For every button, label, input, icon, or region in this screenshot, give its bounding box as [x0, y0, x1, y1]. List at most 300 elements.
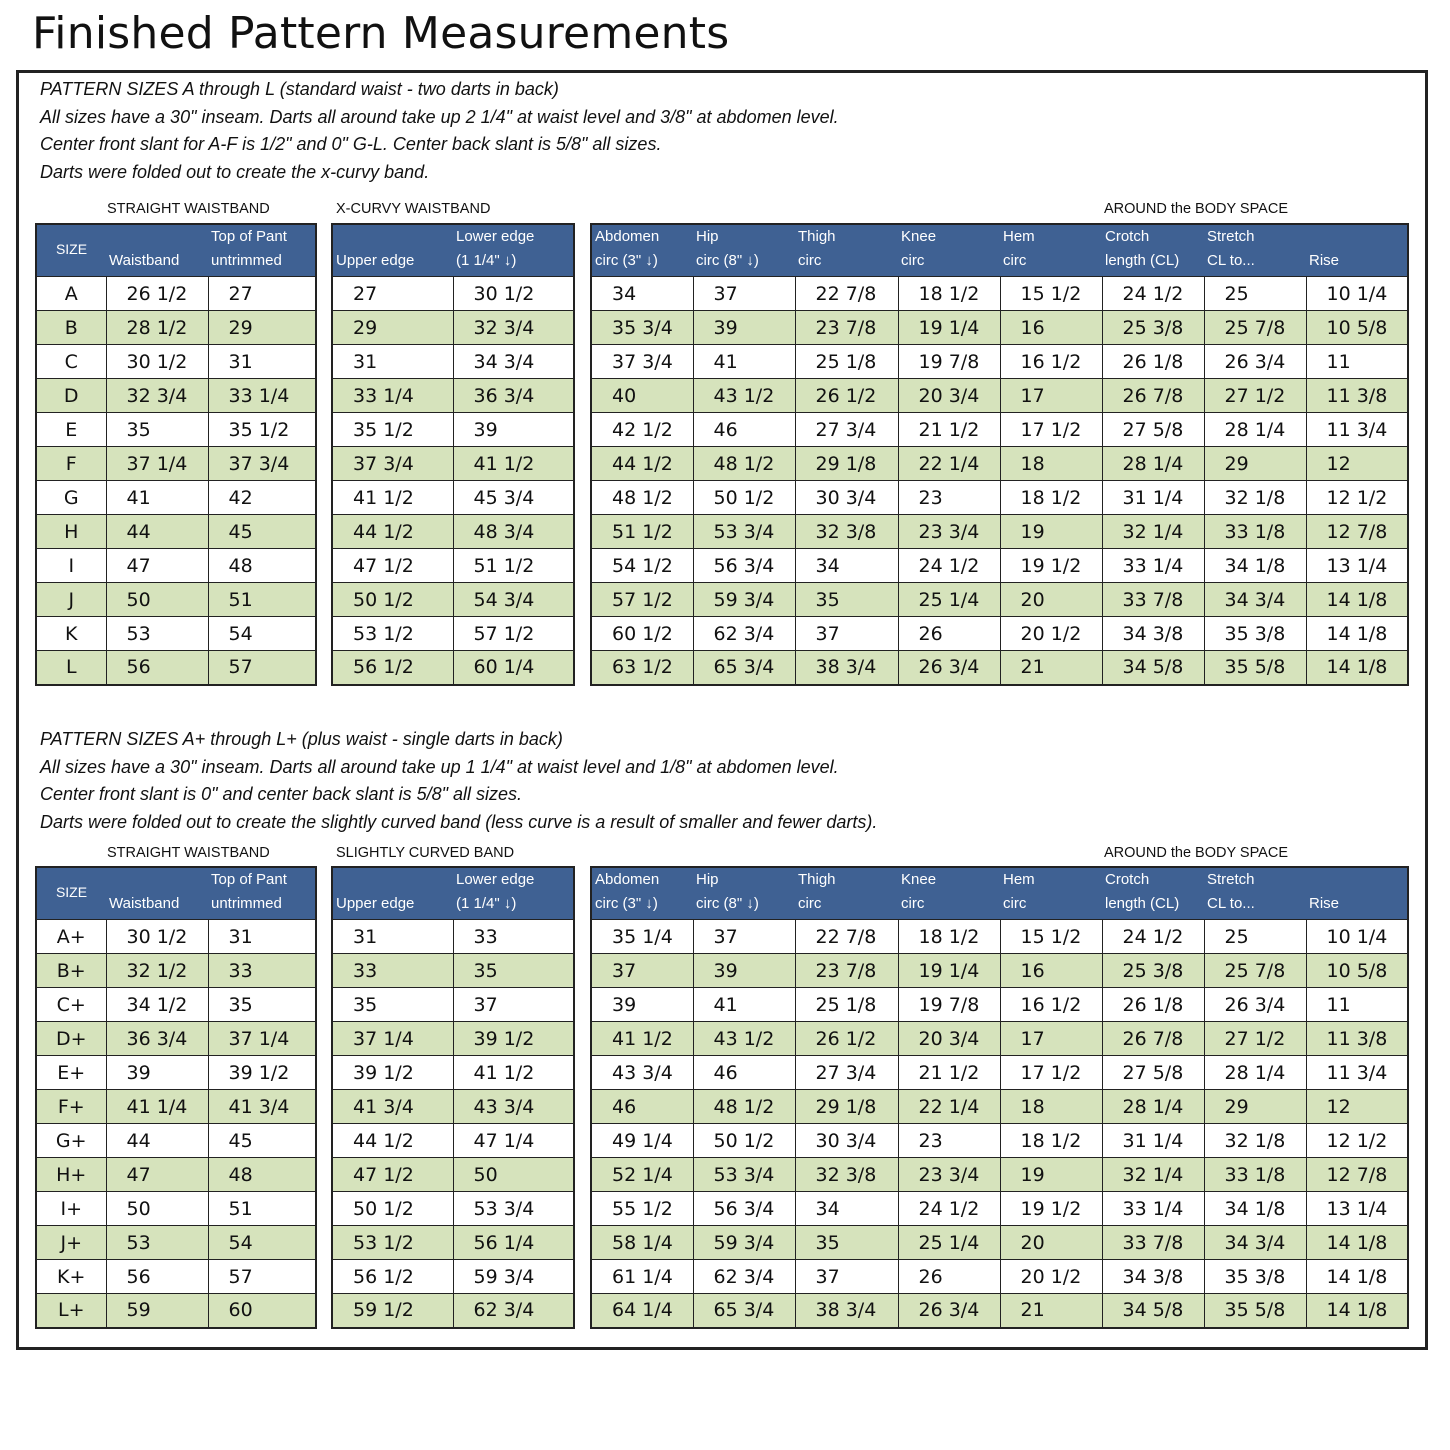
measurement-cell: 54 3/4 [453, 583, 574, 617]
measurement-cell: 34 3/4 [1204, 1226, 1306, 1260]
measurement-cell: 27 5/8 [1102, 1056, 1204, 1090]
measurement-cell: 26 1/8 [1102, 345, 1204, 379]
table-row [591, 1056, 1408, 1090]
measurement-cell: 11 3/8 [1306, 1022, 1408, 1056]
measurement-cell: 28 1/4 [1204, 1056, 1306, 1090]
size-cell: A [36, 277, 106, 311]
measurement-cell: 24 1/2 [898, 1192, 1000, 1226]
measurement-cell: 34 3/4 [1204, 583, 1306, 617]
measurement-cell: 39 [591, 988, 693, 1022]
measurement-cell: 14 1/8 [1306, 1294, 1408, 1328]
measurement-cell: 29 1/8 [795, 447, 898, 481]
table-row [36, 954, 316, 988]
column-header-line: (1 1/4" ↓) [456, 252, 517, 269]
measurement-cell: 59 3/4 [693, 1226, 795, 1260]
measurement-table-g1 [35, 223, 317, 686]
measurement-cell: 25 1/4 [898, 583, 1000, 617]
table-row [591, 311, 1408, 345]
column-header-line: Rise [1309, 252, 1340, 269]
measurement-cell: 41 3/4 [208, 1090, 316, 1124]
table-row [36, 413, 316, 447]
measurement-cell: 50 [453, 1158, 574, 1192]
measurement-cell: 56 3/4 [693, 1192, 795, 1226]
column-header [208, 224, 316, 277]
measurement-cell: 41 [693, 988, 795, 1022]
measurement-cell: 56 [106, 1260, 208, 1294]
measurement-table-g1 [35, 866, 317, 1329]
table-row [332, 1022, 574, 1056]
table-row [36, 988, 316, 1022]
measurement-cell: 25 7/8 [1204, 954, 1306, 988]
column-header-line: Crotch [1105, 871, 1150, 888]
measurement-cell: 33 7/8 [1102, 583, 1204, 617]
measurement-cell: 14 1/8 [1306, 1226, 1408, 1260]
table-row [332, 379, 574, 413]
measurement-cell: 45 [208, 515, 316, 549]
column-header-line: Knee [901, 228, 937, 245]
measurement-cell: 24 1/2 [1102, 277, 1204, 311]
size-cell: J [36, 583, 106, 617]
measurement-cell: 19 7/8 [898, 988, 1000, 1022]
measurement-cell: 26 [898, 1260, 1000, 1294]
measurement-cell: 35 [453, 954, 574, 988]
size-cell: K [36, 617, 106, 651]
measurement-cell: 35 [106, 413, 208, 447]
measurement-cell: 27 1/2 [1204, 1022, 1306, 1056]
column-header [1306, 867, 1408, 920]
table-row [591, 920, 1408, 954]
column-header-line: Lower edge [456, 871, 535, 888]
page-title: Finished Pattern Measurements [32, 8, 730, 59]
measurement-cell: 33 1/4 [1102, 549, 1204, 583]
measurement-cell: 35 [795, 1226, 898, 1260]
measurement-cell: 12 7/8 [1306, 1158, 1408, 1192]
measurement-cell: 27 [208, 277, 316, 311]
measurement-cell: 50 1/2 [332, 1192, 453, 1226]
measurement-cell: 34 [591, 277, 693, 311]
measurement-cell: 16 [1000, 311, 1102, 345]
measurement-cell: 30 3/4 [795, 481, 898, 515]
measurement-cell: 31 1/4 [1102, 1124, 1204, 1158]
column-header-line: untrimmed [211, 895, 282, 912]
table-row [36, 311, 316, 345]
measurement-cell: 35 3/8 [1204, 617, 1306, 651]
measurement-cell: 20 1/2 [1000, 1260, 1102, 1294]
measurement-cell: 34 3/4 [453, 345, 574, 379]
measurement-cell: 14 1/8 [1306, 583, 1408, 617]
measurement-cell: 20 1/2 [1000, 617, 1102, 651]
measurement-cell: 50 1/2 [332, 583, 453, 617]
measurement-cell: 12 1/2 [1306, 1124, 1408, 1158]
measurement-cell: 33 [208, 954, 316, 988]
column-header [332, 867, 453, 920]
measurement-cell: 47 [106, 549, 208, 583]
column-header [1102, 224, 1204, 277]
size-cell: B+ [36, 954, 106, 988]
measurement-cell: 39 [693, 311, 795, 345]
measurement-cell: 32 3/8 [795, 515, 898, 549]
table-row [36, 617, 316, 651]
measurement-cell: 26 3/4 [898, 1294, 1000, 1328]
measurement-cell: 27 3/4 [795, 1056, 898, 1090]
note-line: All sizes have a 30" inseam. Darts all around take up 2 1/4" at waist level and 3/8" at abdomen level. [40, 106, 839, 127]
group-label: AROUND the BODY SPACE [1104, 201, 1288, 217]
column-header-line: Top of Pant [211, 228, 287, 245]
column-header-line: circ (3" ↓) [595, 252, 658, 269]
measurement-cell: 60 [208, 1294, 316, 1328]
measurement-cell: 35 5/8 [1204, 651, 1306, 685]
table-row [36, 1260, 316, 1294]
table-row [591, 1294, 1408, 1328]
measurement-cell: 11 [1306, 988, 1408, 1022]
measurement-cell: 18 1/2 [1000, 1124, 1102, 1158]
measurement-cell: 37 3/4 [332, 447, 453, 481]
measurement-cell: 46 [693, 1056, 795, 1090]
measurement-cell: 49 1/4 [591, 1124, 693, 1158]
measurement-cell: 47 [106, 1158, 208, 1192]
measurement-cell: 37 3/4 [591, 345, 693, 379]
measurement-cell: 24 1/2 [898, 549, 1000, 583]
measurement-cell: 25 [1204, 920, 1306, 954]
measurement-cell: 37 1/4 [332, 1022, 453, 1056]
column-header-line: circ [901, 895, 925, 912]
measurement-cell: 20 3/4 [898, 379, 1000, 413]
column-header-line: Upper edge [336, 895, 415, 912]
table-row [591, 345, 1408, 379]
measurement-cell: 53 3/4 [693, 515, 795, 549]
measurement-cell: 36 3/4 [453, 379, 574, 413]
measurement-cell: 39 1/2 [208, 1056, 316, 1090]
measurement-cell: 25 1/8 [795, 345, 898, 379]
measurement-cell: 26 3/4 [898, 651, 1000, 685]
column-header-line: Waistband [109, 895, 180, 912]
measurement-cell: 56 1/2 [332, 651, 453, 685]
measurement-cell: 32 1/4 [1102, 515, 1204, 549]
column-header-line [1309, 868, 1404, 892]
column-header-line: Thigh [798, 228, 836, 245]
measurement-cell: 39 [106, 1056, 208, 1090]
measurement-cell: 35 3/8 [1204, 1260, 1306, 1294]
measurement-cell: 35 1/4 [591, 920, 693, 954]
column-header-line: circ (8" ↓) [696, 895, 759, 912]
measurement-cell: 50 1/2 [693, 1124, 795, 1158]
measurement-cell: 34 [795, 1192, 898, 1226]
measurement-cell: 32 3/4 [453, 311, 574, 345]
table-row [332, 954, 574, 988]
table-row [36, 1056, 316, 1090]
measurement-cell: 54 1/2 [591, 549, 693, 583]
table-row [332, 1226, 574, 1260]
measurement-table-g2 [331, 866, 575, 1329]
measurement-cell: 57 [208, 651, 316, 685]
measurement-cell: 39 1/2 [453, 1022, 574, 1056]
measurement-cell: 33 [332, 954, 453, 988]
column-header [106, 224, 208, 277]
size-cell: E [36, 413, 106, 447]
measurement-cell: 17 1/2 [1000, 1056, 1102, 1090]
measurement-cell: 35 1/2 [332, 413, 453, 447]
size-cell: K+ [36, 1260, 106, 1294]
measurement-cell: 37 [591, 954, 693, 988]
column-header-line: circ [798, 895, 822, 912]
measurement-cell: 16 [1000, 954, 1102, 988]
table-row [36, 515, 316, 549]
measurement-cell: 59 1/2 [332, 1294, 453, 1328]
measurement-cell: 22 1/4 [898, 1090, 1000, 1124]
measurement-cell: 65 3/4 [693, 651, 795, 685]
measurement-cell: 37 [795, 617, 898, 651]
measurement-cell: 15 1/2 [1000, 920, 1102, 954]
table-row [332, 447, 574, 481]
table-row [36, 583, 316, 617]
column-header-line: length (CL) [1105, 895, 1180, 912]
table-row [36, 277, 316, 311]
column-header [795, 867, 898, 920]
measurement-cell: 55 1/2 [591, 1192, 693, 1226]
measurement-cell: 34 5/8 [1102, 651, 1204, 685]
table-row [36, 920, 316, 954]
measurement-cell: 31 [332, 920, 453, 954]
column-header-line: Hip [696, 871, 719, 888]
measurement-cell: 37 1/4 [208, 1022, 316, 1056]
measurement-cell: 25 3/8 [1102, 311, 1204, 345]
column-header-line: CL to... [1207, 252, 1255, 269]
table-row [332, 651, 574, 685]
measurement-cell: 37 [795, 1260, 898, 1294]
column-header-line: Upper edge [336, 252, 415, 269]
size-cell: F+ [36, 1090, 106, 1124]
measurement-cell: 62 3/4 [453, 1294, 574, 1328]
table-row [36, 1124, 316, 1158]
measurement-cell: 65 3/4 [693, 1294, 795, 1328]
measurement-cell: 21 [1000, 651, 1102, 685]
measurement-cell: 26 7/8 [1102, 1022, 1204, 1056]
column-header [795, 224, 898, 277]
measurement-cell: 45 [208, 1124, 316, 1158]
column-header-line [109, 225, 205, 249]
column-header [332, 224, 453, 277]
measurement-cell: 56 3/4 [693, 549, 795, 583]
measurement-cell: 37 1/4 [106, 447, 208, 481]
measurement-cell: 18 [1000, 1090, 1102, 1124]
measurement-cell: 43 1/2 [693, 379, 795, 413]
table-row [591, 1158, 1408, 1192]
column-header-line: circ (3" ↓) [595, 895, 658, 912]
table-row [591, 1124, 1408, 1158]
measurement-cell: 39 [453, 413, 574, 447]
column-header [898, 224, 1000, 277]
table-row [591, 413, 1408, 447]
measurement-cell: 43 1/2 [693, 1022, 795, 1056]
column-header-line: Top of Pant [211, 871, 287, 888]
measurement-cell: 33 1/8 [1204, 515, 1306, 549]
measurement-cell: 14 1/8 [1306, 1260, 1408, 1294]
column-header-line [336, 868, 450, 892]
measurement-cell: 45 3/4 [453, 481, 574, 515]
table-row [36, 549, 316, 583]
table-row [591, 1260, 1408, 1294]
table-row [332, 481, 574, 515]
measurement-cell: 34 1/8 [1204, 1192, 1306, 1226]
table-row [332, 617, 574, 651]
measurement-cell: 23 [898, 481, 1000, 515]
measurement-cell: 10 1/4 [1306, 277, 1408, 311]
measurement-cell: 26 [898, 617, 1000, 651]
measurement-cell: 56 1/2 [332, 1260, 453, 1294]
table-row [591, 988, 1408, 1022]
measurement-cell: 41 [106, 481, 208, 515]
note-line: Center front slant is 0" and center back slant is 5/8" all sizes. [40, 784, 523, 804]
measurement-cell: 11 3/8 [1306, 379, 1408, 413]
table-row [591, 447, 1408, 481]
measurement-cell: 46 [591, 1090, 693, 1124]
column-header [898, 867, 1000, 920]
measurement-cell: 51 1/2 [453, 549, 574, 583]
table-row [332, 1260, 574, 1294]
measurement-cell: 19 1/4 [898, 311, 1000, 345]
measurement-cell: 20 3/4 [898, 1022, 1000, 1056]
measurement-cell: 21 [1000, 1294, 1102, 1328]
measurement-cell: 19 1/2 [1000, 1192, 1102, 1226]
note-line: Center front slant for A-F is 1/2" and 0" G-L. Center back slant is 5/8" all sizes. [40, 134, 662, 154]
measurement-table-g3 [590, 866, 1409, 1329]
measurement-cell: 30 1/2 [106, 345, 208, 379]
measurement-cell: 31 [332, 345, 453, 379]
measurement-cell: 11 3/4 [1306, 413, 1408, 447]
measurement-cell: 33 1/4 [1102, 1192, 1204, 1226]
table-row [36, 447, 316, 481]
measurement-cell: 37 3/4 [208, 447, 316, 481]
table-row [591, 379, 1408, 413]
size-cell: I [36, 549, 106, 583]
measurement-cell: 21 1/2 [898, 413, 1000, 447]
measurement-cell: 25 1/4 [898, 1226, 1000, 1260]
measurement-cell: 24 1/2 [1102, 920, 1204, 954]
table-row [332, 1192, 574, 1226]
measurement-cell: 37 [693, 277, 795, 311]
table-row [332, 1124, 574, 1158]
column-header-line: Stretch [1207, 228, 1255, 245]
measurement-cell: 46 [693, 413, 795, 447]
measurement-cell: 33 1/4 [332, 379, 453, 413]
measurement-cell: 18 1/2 [898, 277, 1000, 311]
section-notes [40, 726, 877, 836]
measurement-cell: 12 7/8 [1306, 515, 1408, 549]
measurement-cell: 59 3/4 [453, 1260, 574, 1294]
column-header [1204, 224, 1306, 277]
column-header-line: CL to... [1207, 895, 1255, 912]
column-header [453, 867, 574, 920]
measurement-cell: 53 3/4 [453, 1192, 574, 1226]
measurement-cell: 22 1/4 [898, 447, 1000, 481]
measurement-cell: 48 3/4 [453, 515, 574, 549]
table-row [332, 1056, 574, 1090]
table-row [36, 651, 316, 685]
measurement-cell: 41 1/4 [106, 1090, 208, 1124]
table-row [332, 277, 574, 311]
measurement-cell: 16 1/2 [1000, 345, 1102, 379]
group-label: STRAIGHT WAISTBAND [107, 201, 270, 217]
measurement-cell: 17 [1000, 379, 1102, 413]
measurement-cell: 60 1/2 [591, 617, 693, 651]
measurement-cell: 39 [693, 954, 795, 988]
measurement-cell: 18 [1000, 447, 1102, 481]
measurement-cell: 37 [693, 920, 795, 954]
measurement-cell: 41 1/2 [332, 481, 453, 515]
measurement-cell: 32 1/4 [1102, 1158, 1204, 1192]
measurement-cell: 23 3/4 [898, 1158, 1000, 1192]
column-header-line: circ (8" ↓) [696, 252, 759, 269]
measurement-cell: 21 1/2 [898, 1056, 1000, 1090]
measurement-cell: 59 [106, 1294, 208, 1328]
table-row [36, 1226, 316, 1260]
measurement-cell: 58 1/4 [591, 1226, 693, 1260]
column-header-line [336, 225, 450, 249]
group-label: X-CURVY WAISTBAND [336, 201, 491, 217]
measurement-cell: 42 [208, 481, 316, 515]
column-header-line: Waistband [109, 252, 180, 269]
column-header-line: circ [901, 252, 925, 269]
measurement-cell: 32 3/4 [106, 379, 208, 413]
measurement-cell: 29 [208, 311, 316, 345]
measurement-cell: 32 1/2 [106, 954, 208, 988]
table-row [36, 1192, 316, 1226]
measurement-cell: 59 3/4 [693, 583, 795, 617]
measurement-cell: 34 1/8 [1204, 549, 1306, 583]
measurement-cell: 23 7/8 [795, 311, 898, 345]
measurement-cell: 11 [1306, 345, 1408, 379]
note-line: PATTERN SIZES A+ through L+ (plus waist - single darts in back) [40, 729, 563, 749]
measurement-cell: 44 [106, 1124, 208, 1158]
measurement-cell: 61 1/4 [591, 1260, 693, 1294]
measurement-cell: 63 1/2 [591, 651, 693, 685]
table-row [36, 345, 316, 379]
measurement-table-g3 [590, 223, 1409, 686]
table-row [591, 277, 1408, 311]
measurement-cell: 27 [332, 277, 453, 311]
measurement-cell: 51 [208, 583, 316, 617]
measurement-cell: 57 1/2 [453, 617, 574, 651]
measurement-cell: 62 3/4 [693, 1260, 795, 1294]
measurement-cell: 38 3/4 [795, 1294, 898, 1328]
column-header [1000, 224, 1102, 277]
measurement-cell: 35 3/4 [591, 311, 693, 345]
table-row [591, 481, 1408, 515]
measurement-cell: 23 3/4 [898, 515, 1000, 549]
size-cell: H+ [36, 1158, 106, 1192]
measurement-cell: 22 7/8 [795, 920, 898, 954]
size-header: SIZE [36, 224, 106, 277]
measurement-cell: 41 1/2 [453, 1056, 574, 1090]
size-cell: I+ [36, 1192, 106, 1226]
measurement-cell: 25 3/8 [1102, 954, 1204, 988]
table-row [332, 583, 574, 617]
table-row [332, 1090, 574, 1124]
measurement-cell: 47 1/2 [332, 1158, 453, 1192]
measurement-cell: 11 3/4 [1306, 1056, 1408, 1090]
measurement-cell: 53 1/2 [332, 1226, 453, 1260]
measurement-cell: 50 [106, 583, 208, 617]
measurement-cell: 35 [208, 988, 316, 1022]
column-header-line: Knee [901, 871, 937, 888]
size-cell: H [36, 515, 106, 549]
column-header-line: Hem [1003, 871, 1035, 888]
table-row [332, 515, 574, 549]
measurement-cell: 31 1/4 [1102, 481, 1204, 515]
measurement-cell: 12 [1306, 1090, 1408, 1124]
measurement-cell: 34 3/8 [1102, 617, 1204, 651]
measurement-cell: 17 [1000, 1022, 1102, 1056]
